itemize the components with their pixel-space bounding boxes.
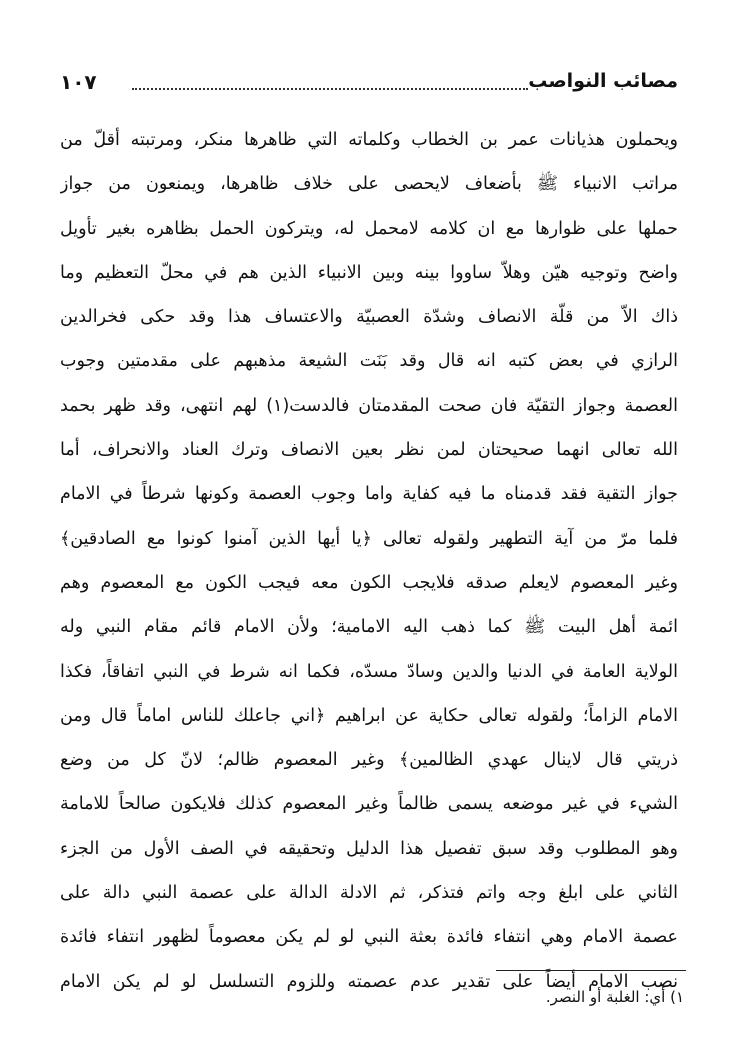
- text-line: العصمة وجواز التقيّة فان صحت المقدمتان فالدست(١) لهم انتهى، وقد ظهر بحمد: [60, 395, 678, 416]
- text-line: حملها على ظوارها مع ان كلامه لامحمل له، ويتركون الحمل بظاهره بغير تأويل: [60, 218, 678, 239]
- text-line: الرازي في بعض كتبه انه قال وقد بَنَت الشيعة مذهبهم على مقدمتين وجوب: [60, 351, 678, 372]
- text-line: وغير المعصوم لايعلم صدقه فلايجب الكون معه فيجب الكون مع المعصوم وهم: [60, 572, 678, 593]
- text-line: الامام الزاماً؛ ولقوله تعالى حكاية عن ابراهيم ﴿اني جاعلك للناس اماماً قال ومن: [60, 705, 678, 726]
- body-text: [60, 118, 678, 1004]
- header-leader-dots: [132, 88, 528, 90]
- text-line: عصمة الامام وهي انتفاء فائدة بعثة النبي لو لم يكن معصوماً لظهور انتفاء فائدة: [60, 927, 678, 948]
- text-line: الله تعالى انهما صحيحتان لمن نظر بعين الانصاف وترك العناد والانحراف، أما: [60, 440, 678, 461]
- text-line: جواز التقية فقد قدمناه ما فيه كفاية واما وجوب العصمة وكونها شرطاً في الامام: [60, 484, 678, 505]
- text-line: الولاية العامة في الدنيا والدين وسادّ مسدّه، فكما انه شرط في النبي اتفاقاً، فكذا: [60, 661, 678, 682]
- text-line: ائمة أهل البيت ﷺ كما ذهب اليه الامامية؛ ولأن الامام قائم مقام النبي وله: [60, 617, 678, 638]
- footnote: ١) أي: الغلبة أو النصر.: [545, 988, 684, 1006]
- text-line: الثاني على ابلغ وجه واتم فتذكر، ثم الادلة الدالة على عصمة النبي دالة على: [60, 883, 678, 904]
- text-line: نصب الامام أيضاً على تقدير عدم عصمته وللزوم التسلسل لو لم يكن الامام: [60, 971, 678, 992]
- text-line: فلما مرّ من آية التطهير ولقوله تعالى ﴿يا أيها الذين آمنوا كونوا مع الصادقين﴾: [60, 528, 678, 549]
- page-number: ١٠٧: [60, 70, 97, 94]
- page-header: [60, 70, 678, 104]
- text-line: ويحملون هذيانات عمر بن الخطاب وكلماته التي ظاهرها منكر، ومرتبته أقلّ من: [60, 130, 678, 150]
- text-line: وهو المطلوب وقد سبق تفصيل هذا الدليل وتحقيقه في الصف الأول من الجزء: [60, 838, 678, 859]
- text-line: ذريتي قال لاينال عهدي الظالمين﴾ وغير المعصوم ظالم؛ لانّ كل من وضع: [60, 750, 678, 771]
- running-title: مصائب النواصب: [528, 70, 678, 92]
- text-line: ذاك الاّ من قلّة الانصاف وشدّة العصبيّة والاعتساف هذا وقد حكى فخرالدين: [60, 307, 678, 328]
- text-line: الشيء في غير موضعه يسمى ظالماً وغير المعصوم كذلك فلايكون صالحاً للامامة: [60, 794, 678, 815]
- text-line: مراتب الانبياء ﷺ بأضعاف لايحصى على خلاف ظاهرها، ويمنعون من جواز: [60, 174, 678, 195]
- text-line: واضح وتوجيه هيّن وهلاّ ساووا بينه وبين الانبياء الذين هم في محلّ التعظيم وما: [60, 262, 678, 283]
- footnote-divider: [496, 970, 686, 971]
